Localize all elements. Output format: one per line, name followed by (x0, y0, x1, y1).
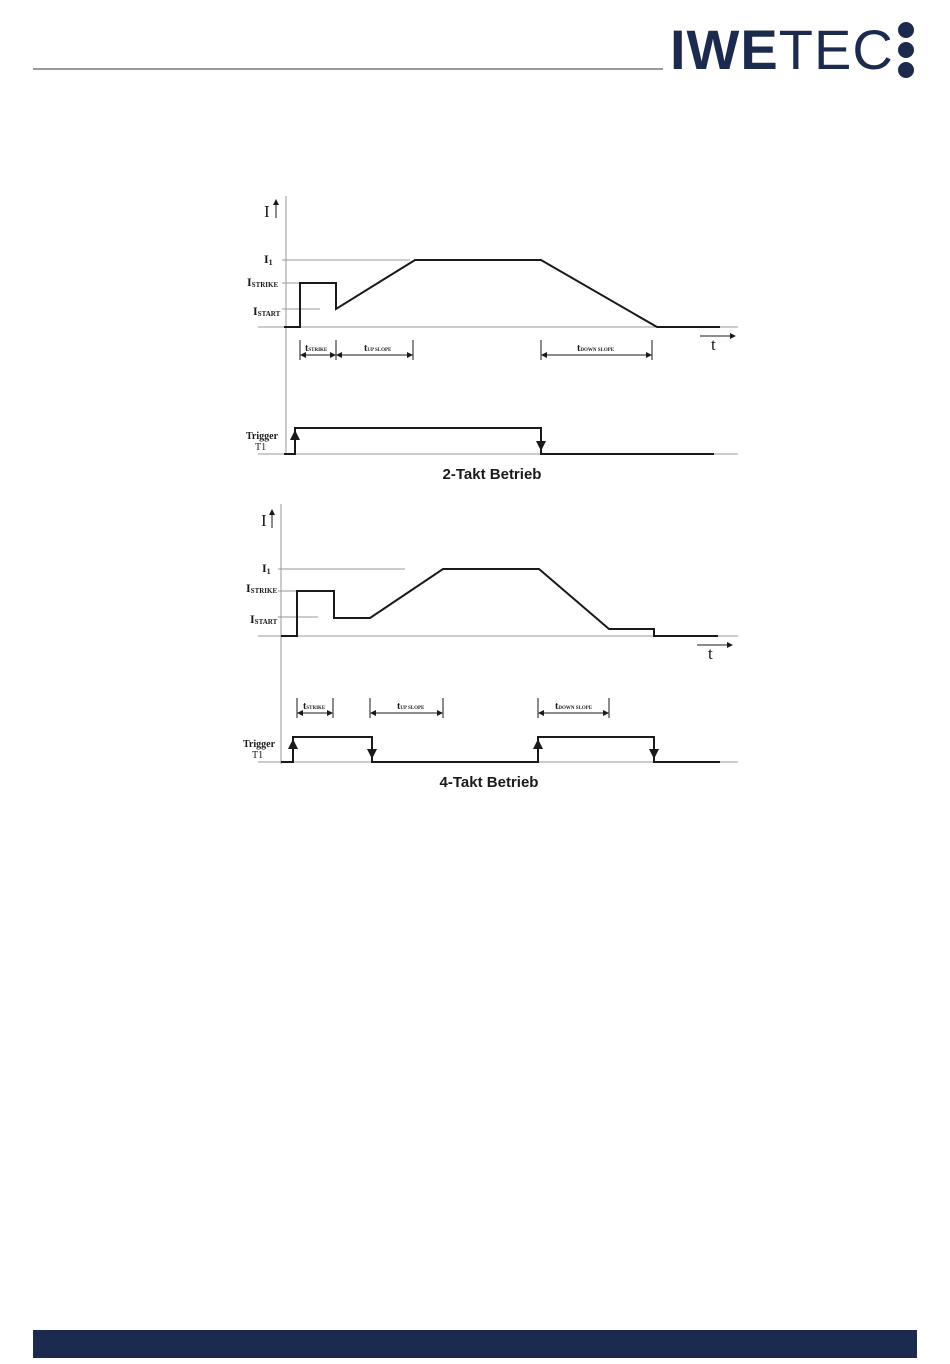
tdownslope-label: tDOWN SLOPE (555, 701, 593, 712)
trigger-release-arrow-icon (536, 441, 546, 451)
footer-bar (33, 1330, 917, 1358)
tstrike-label: tSTRIKE (305, 343, 328, 354)
diagram-4-takt (243, 504, 738, 791)
y-axis-label: I (264, 202, 270, 221)
i1-label: I1 (262, 561, 271, 576)
tstrike-label: tSTRIKE (303, 701, 326, 712)
x-axis-label: t (708, 644, 713, 663)
istart-label: ISTART (250, 612, 278, 626)
logo-text-light: TEC (778, 18, 894, 81)
trigger-signal (284, 428, 714, 454)
tupslope-label: tUP SLOPE (397, 701, 425, 712)
istart-label: ISTART (253, 304, 281, 318)
istrike-label: ISTRIKE (247, 275, 279, 289)
trigger-press-arrow-icon (533, 739, 543, 749)
trigger-sub-label: T1 (255, 442, 267, 453)
i1-label: I1 (264, 252, 273, 267)
trigger-release-arrow-icon (649, 749, 659, 759)
current-curve (281, 569, 718, 636)
trigger-press-arrow-icon (290, 430, 300, 440)
trigger-press-arrow-icon (288, 739, 298, 749)
tupslope-label: tUP SLOPE (364, 343, 392, 354)
trigger-label: Trigger (246, 431, 279, 442)
trigger-release-arrow-icon (367, 749, 377, 759)
y-axis-label: I (261, 511, 267, 530)
tdownslope-label: tDOWN SLOPE (577, 343, 615, 354)
x-axis-label: t (711, 335, 716, 354)
current-curve (284, 260, 720, 327)
trigger-sub-label: T1 (252, 750, 264, 761)
diagram-title: 2-Takt Betrieb (442, 466, 542, 483)
logo-text-bold: IWE (670, 18, 779, 81)
trigger-label: Trigger (243, 739, 276, 750)
diagram-title: 4-Takt Betrieb (439, 774, 539, 791)
istrike-label: ISTRIKE (246, 581, 278, 595)
diagram-2-takt (246, 196, 738, 483)
